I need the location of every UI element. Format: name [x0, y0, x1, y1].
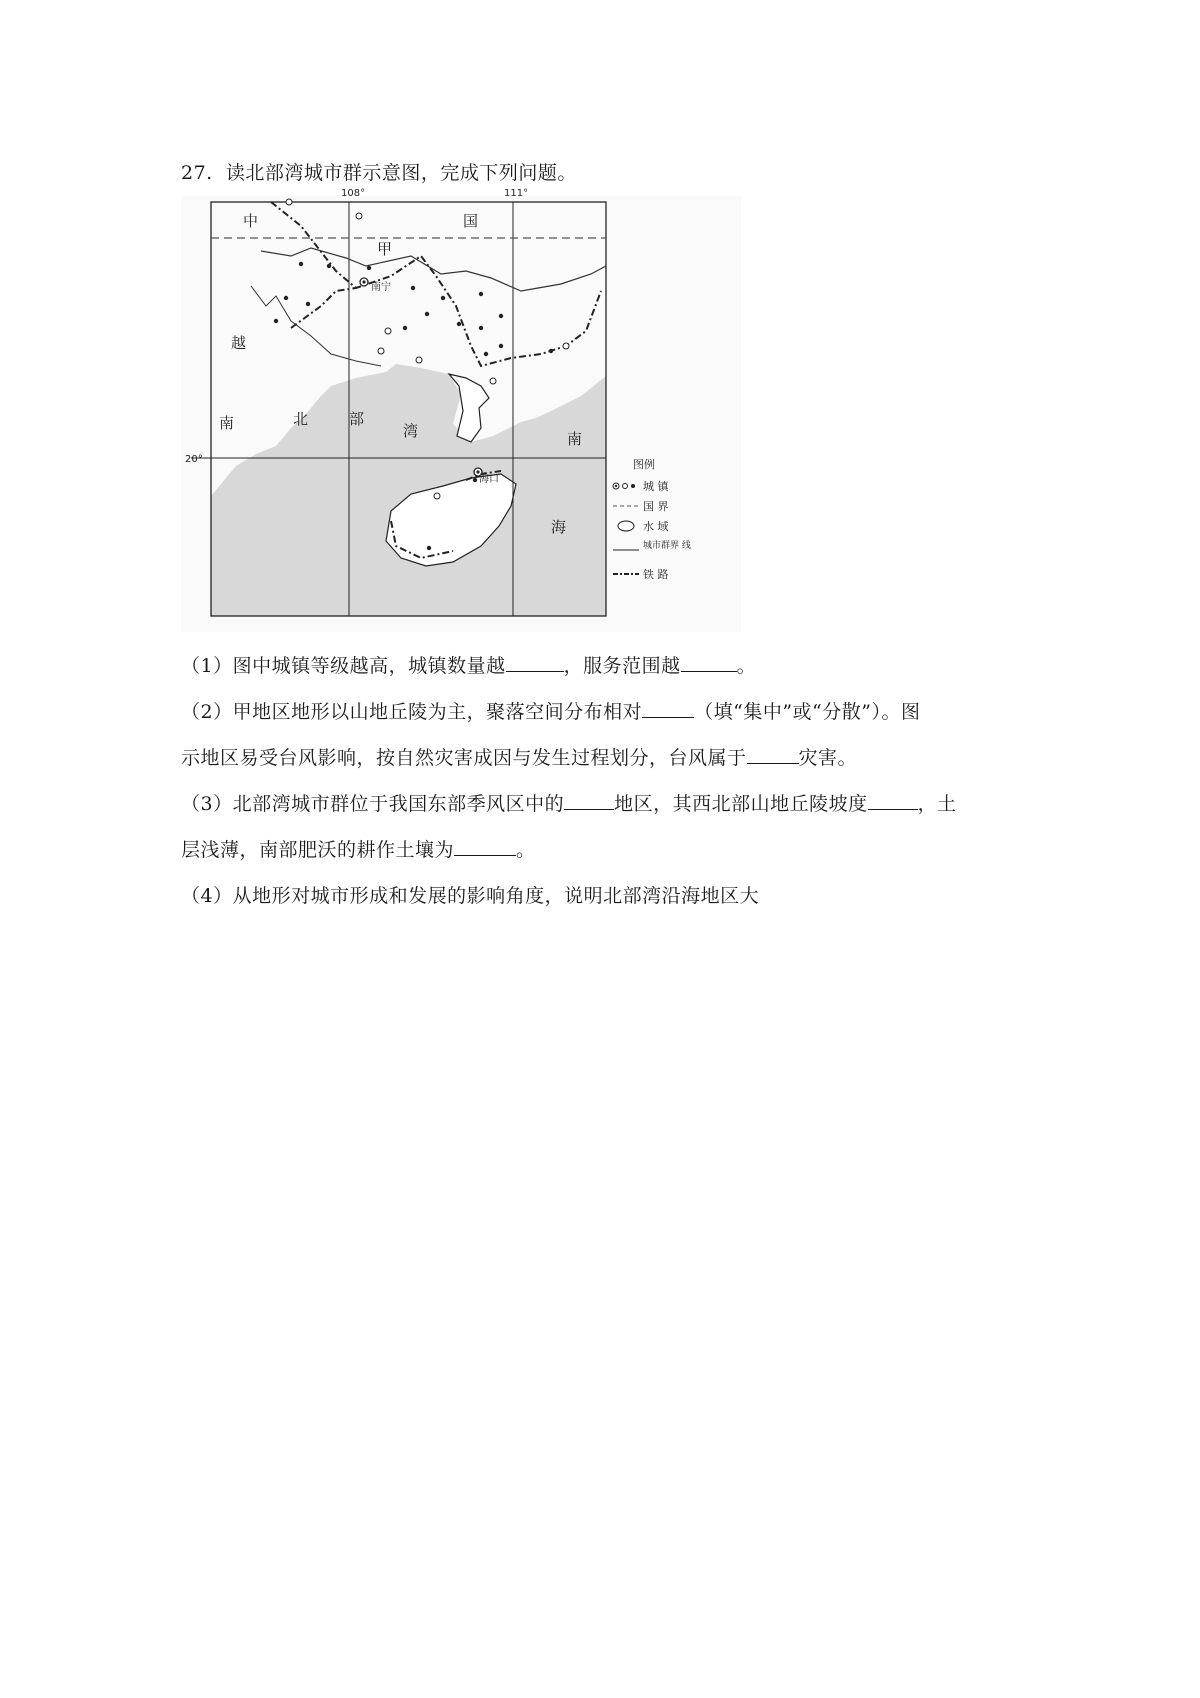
label-jia: 甲	[377, 240, 393, 258]
sub-question-2-line-2: 示地区易受台风影响，按自然灾害成因与发生过程划分，台风属于 灾害。	[181, 738, 857, 778]
label-bei: 北	[293, 410, 309, 428]
sub-question-2-line-1: （2）甲地区地形以山地丘陵为主，聚落空间分布相对 （填“集中”或“分散”）。图	[181, 692, 920, 732]
lon-111-label: 111°	[504, 188, 529, 199]
answer-blank-2a[interactable]	[642, 697, 694, 718]
label-guo: 国	[463, 212, 479, 230]
label-hai: 海	[551, 518, 567, 536]
label-yue: 越	[231, 334, 247, 352]
label-nanning: 南宁	[371, 282, 391, 293]
answer-blank-1a[interactable]	[506, 651, 564, 672]
sub-question-3-line-1: （3）北部湾城市群位于我国东部季风区中的 地区，其西北部山地丘陵坡度 ，土	[181, 784, 957, 824]
legend-cluster-boundary: 城市群界 线	[643, 541, 691, 551]
label-haikou: 海口	[479, 474, 499, 485]
answer-blank-2b[interactable]	[747, 743, 799, 764]
legend-border: 国 界	[643, 500, 669, 513]
label-zhong: 中	[243, 212, 259, 230]
label-nan-right: 南	[567, 430, 583, 448]
legend-title: 图例	[633, 458, 655, 471]
question-number: 27.	[181, 162, 213, 184]
lat-20-label: 20°	[185, 454, 203, 465]
sub-question-4: （4）从地形对城市形成和发展的影响角度，说明北部湾沿海地区大	[181, 885, 760, 907]
legend-water: 水 域	[643, 520, 669, 533]
lon-108-label: 108°	[341, 188, 366, 199]
sub-question-1: （1）图中城镇等级越高，城镇数量越 ，服务范围越 。	[181, 646, 756, 686]
beibu-gulf-map	[181, 188, 741, 632]
legend-railway: 铁 路	[643, 568, 669, 581]
answer-blank-3a[interactable]	[564, 789, 614, 810]
answer-blank-3b[interactable]	[868, 789, 918, 810]
answer-blank-3c[interactable]	[454, 835, 516, 856]
question-title	[181, 158, 577, 185]
question-text: 读北部湾城市群示意图，完成下列问题。	[225, 162, 577, 184]
sub-question-3-line-2: 层浅薄，南部肥沃的耕作土壤为 。	[181, 830, 536, 870]
label-wan: 湾	[403, 422, 419, 440]
label-bu: 部	[349, 410, 365, 428]
answer-blank-1b[interactable]	[681, 651, 737, 672]
legend-towns: 城 镇	[643, 480, 669, 493]
label-nan-left: 南	[219, 414, 235, 432]
